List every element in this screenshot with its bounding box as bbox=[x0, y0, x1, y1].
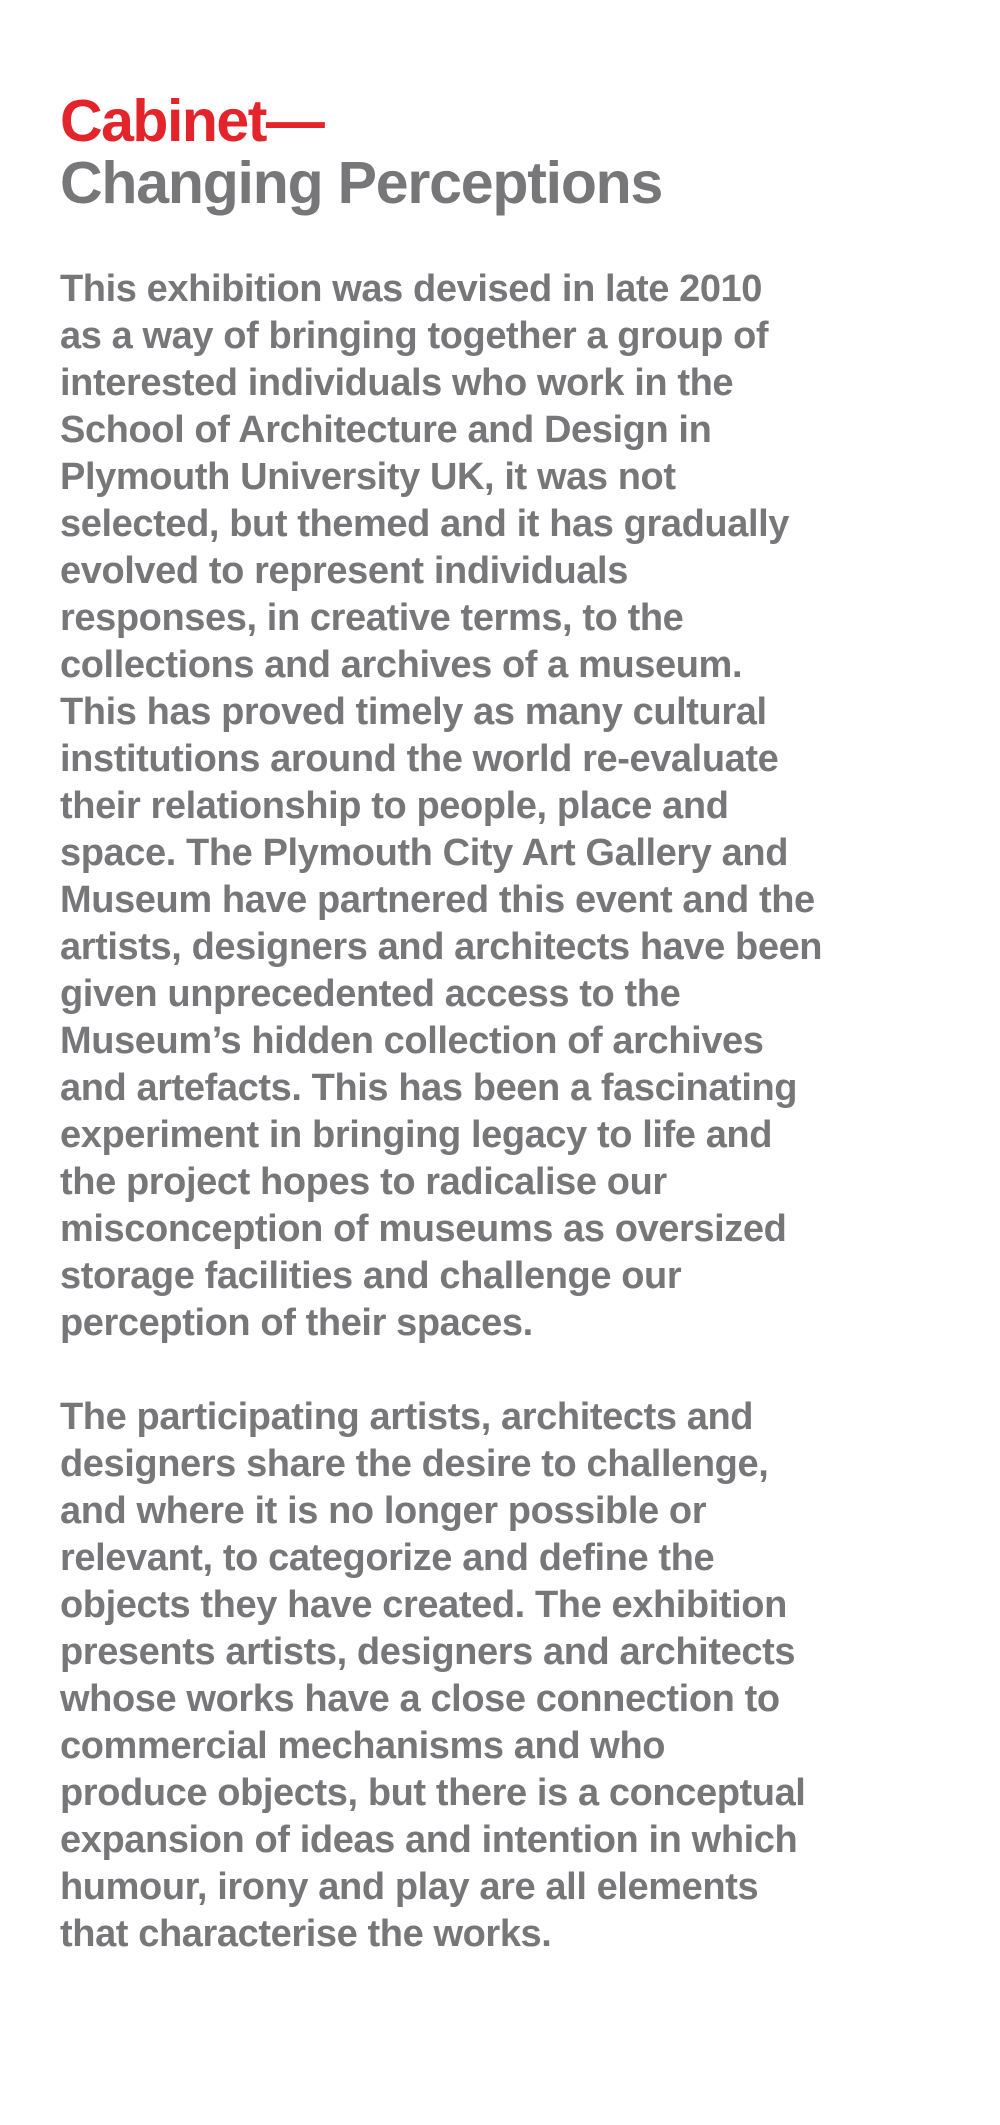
text-line: The participating artists, architects and bbox=[60, 1396, 754, 1438]
text-line: humour, irony and play are all elements bbox=[60, 1866, 759, 1908]
text-line: expansion of ideas and intention in which bbox=[60, 1819, 798, 1861]
text-line: misconception of museums as oversized bbox=[60, 1208, 787, 1250]
text-line: perception of their spaces. bbox=[60, 1302, 533, 1344]
text-line: artists, designers and architects have been bbox=[60, 926, 823, 968]
text-line: whose works have a close connection to bbox=[60, 1678, 780, 1720]
document-page bbox=[60, 90, 960, 1958]
text-line: relevant, to categorize and define the bbox=[60, 1537, 715, 1579]
text-line: as a way of bringing together a group of bbox=[60, 315, 769, 357]
text-line: produce objects, but there is a conceptual bbox=[60, 1772, 806, 1814]
text-line: and artefacts. This has been a fascinating bbox=[60, 1067, 798, 1109]
text-line: their relationship to people, place and bbox=[60, 785, 729, 827]
text-line: experiment in bringing legacy to life and bbox=[60, 1114, 773, 1156]
text-line: space. The Plymouth City Art Gallery and bbox=[60, 832, 789, 874]
text-line: interested individuals who work in the bbox=[60, 362, 734, 404]
paragraph-1 bbox=[60, 266, 960, 1347]
text-line: Plymouth University UK, it was not bbox=[60, 456, 676, 498]
text-line: that characterise the works. bbox=[60, 1913, 552, 1955]
text-line: selected, but themed and it has gradually bbox=[60, 503, 789, 545]
title: Cabinet— bbox=[60, 88, 324, 154]
text-line: This exhibition was devised in late 2010 bbox=[60, 268, 763, 310]
text-line: Museum have partnered this event and the bbox=[60, 879, 815, 921]
text-line: responses, in creative terms, to the bbox=[60, 597, 684, 639]
text-line: the project hopes to radicalise our bbox=[60, 1161, 667, 1203]
text-line: This has proved timely as many cultural bbox=[60, 691, 767, 733]
text-line: commercial mechanisms and who bbox=[60, 1725, 666, 1767]
text-line: School of Architecture and Design in bbox=[60, 409, 712, 451]
text-line: objects they have created. The exhibition bbox=[60, 1584, 787, 1626]
paragraph-spacer bbox=[60, 1347, 960, 1394]
text-line: evolved to represent individuals bbox=[60, 550, 628, 592]
text-line: collections and archives of a museum. bbox=[60, 644, 743, 686]
text-line: and where it is no longer possible or bbox=[60, 1490, 707, 1532]
body-text bbox=[60, 266, 960, 1958]
text-line: storage facilities and challenge our bbox=[60, 1255, 682, 1297]
text-line: presents artists, designers and architects bbox=[60, 1631, 796, 1673]
text-line: Museum’s hidden collection of archives bbox=[60, 1020, 764, 1062]
text-line: designers share the desire to challenge, bbox=[60, 1443, 769, 1485]
subtitle: Changing Perceptions bbox=[60, 150, 663, 216]
text-line: given unprecedented access to the bbox=[60, 973, 681, 1015]
text-line: institutions around the world re-evaluate bbox=[60, 738, 779, 780]
paragraph-2 bbox=[60, 1394, 960, 1958]
